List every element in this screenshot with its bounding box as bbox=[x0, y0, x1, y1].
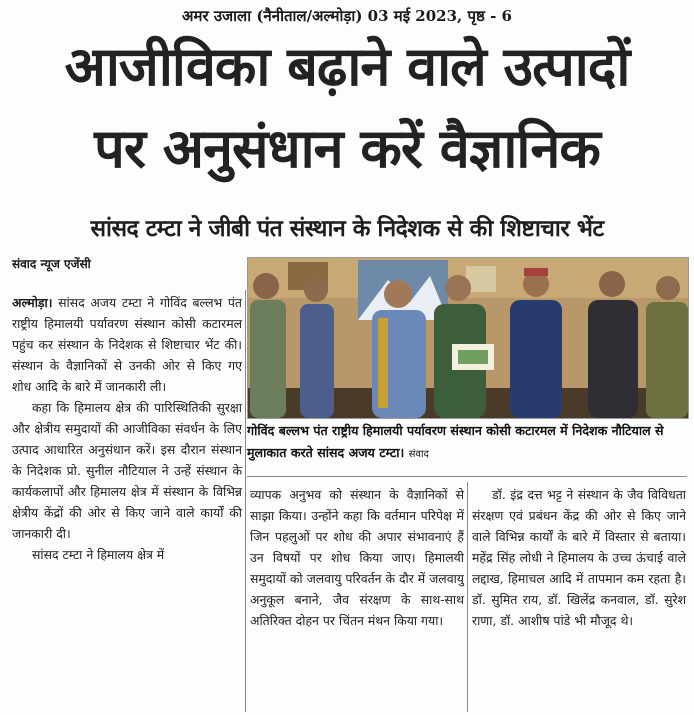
headline-line-2: पर अनुसंधान करें वैज्ञानिक bbox=[94, 117, 600, 180]
article-paragraph: सांसद टम्टा ने हिमालय क्षेत्र में bbox=[32, 547, 165, 562]
subheadline: सांसद टम्टा ने जीबी पंत संस्थान के निदेशक से की शिष्टाचार भेंट bbox=[90, 216, 604, 242]
article-column-3 bbox=[472, 484, 686, 631]
article-paragraph: डॉ. इंद्र दत्त भट्ट ने संस्थान के जैव विविधता संरक्षण एवं प्रबंधन केंद्र की ओर से किए जाने वाले विभिन्न कार्यों के बारे में विस्तार से बताया। महेंद्र सिंह लोधी ने हिमालय के उच्च ऊंचाई वाले लद्दाख, हिमाचल आदि में तापमान कम रहता है। डॉ. सुमित राय, डॉ. खिलेंद्र कनवाल, डॉ. सुरेश राणा, डॉ. आशीष पांडे भी मौजूद थे। bbox=[472, 487, 686, 628]
caption-divider bbox=[247, 476, 687, 477]
article-column-1 bbox=[12, 292, 242, 565]
article-paragraph: कहा कि हिमालय क्षेत्र की पारिस्थितिकी सुरक्षा और क्षेत्रीय समुदायों की आजीविका संवर्धन के लिए उत्पाद आधारित अनुसंधान करें। इस दौरान संस्थान के निदेशक प्रो. सुनील नौटियाल ने उन्हें संस्थान के कार्यकलापों और हिमालय क्षेत्र में संस्थान के विभिन्न क्षेत्रीय केंद्रों की ओर से किए जाने वाले कार्यों की जानकारी दी। bbox=[12, 400, 242, 541]
byline: संवाद न्यूज एजेंसी bbox=[12, 257, 91, 271]
masthead: अमर उजाला (नैनीताल/अल्मोड़ा) 03 मई 2023, पृष्ठ - 6 bbox=[182, 7, 512, 25]
person-figures bbox=[250, 268, 688, 418]
caption-credit: संवाद bbox=[408, 449, 429, 460]
dateline: अल्मोड़ा। bbox=[12, 295, 53, 310]
group-photo-illustration bbox=[248, 258, 688, 418]
news-photo bbox=[247, 257, 689, 419]
photo-caption bbox=[247, 420, 687, 466]
article-paragraph bbox=[12, 292, 242, 397]
caption-text: गोविंद बल्लभ पंत राष्ट्रीय हिमालयी पर्यावरण संस्थान कोसी कटारमल में निदेशक नौटियाल से मुलाकात करते सांसद अजय टम्टा। bbox=[247, 423, 664, 460]
column-divider bbox=[245, 290, 246, 712]
article-column-2 bbox=[250, 484, 464, 631]
headline-line-1: आजीविका बढ़ाने वाले उत्पादों bbox=[64, 35, 630, 98]
paragraph-text: सांसद अजय टम्टा ने गोविंद बल्लभ पंत राष्ट्रीय हिमालयी पर्यावरण संस्थान कोसी कटारमल पहुंच कर संस्थान के निदेशक से शिष्टाचार भेंट की। संस्थान के वैज्ञानिकों से उनकी ओर से किए गए शोध आदि के बारे में जानकारी ली। bbox=[12, 295, 242, 394]
article-paragraph: व्यापक अनुभव को संस्थान के वैज्ञानिकों से साझा किया। उन्होंने कहा कि वर्तमान परिपेक्ष में जिन पहलुओं पर शोध की अपार संभावनाएं हैं उन विषयों पर शोध किया जाए। हिमालयी समुदायों को जलवायु परिवर्तन के दौर में जलवायु अनुकूल बनाने, जैव संरक्षण के साथ-साथ अतिरिक्त दोहन पर चिंतन मंथन किया गया। bbox=[250, 487, 464, 628]
column-divider bbox=[467, 482, 468, 712]
